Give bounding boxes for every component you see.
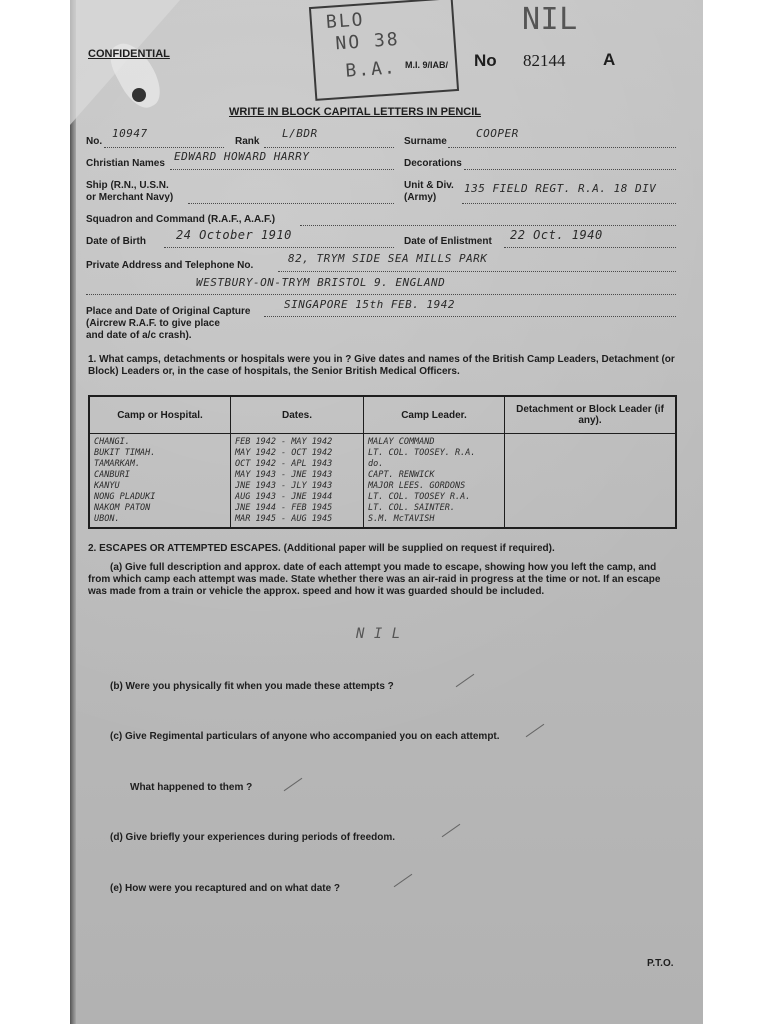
decorations-label: Decorations — [404, 158, 462, 169]
form-suffix: A — [603, 50, 616, 69]
capture-label-3: and date of a/c crash). — [86, 330, 192, 341]
dates-cell: FEB 1942 - MAY 1942 — [231, 434, 364, 449]
dates-cell: AUG 1943 - JNE 1944 — [231, 492, 364, 503]
leader-cell: MALAY COMMAND — [364, 434, 505, 449]
col-leader-header: Camp Leader. — [364, 396, 505, 434]
pto-label: P.T.O. — [647, 958, 674, 969]
dates-cell: MAY 1943 - JNE 1943 — [231, 470, 364, 481]
surname-dotted-line — [448, 147, 676, 148]
christian-names-label: Christian Names — [86, 158, 165, 169]
camp-cell: BUKIT TIMAH. — [89, 448, 231, 459]
table-row — [89, 503, 676, 514]
detachment-cell — [505, 470, 677, 481]
surname-label: Surname — [404, 136, 447, 147]
stamp-line-2: NO 38 — [334, 28, 401, 55]
address-dotted-line-1 — [278, 271, 676, 272]
question-2b-text: (b) Were you physically fit when you made these attempts ? — [110, 681, 394, 692]
address-line-1: 82, TRYM SIDE SEA MILLS PARK — [288, 252, 488, 265]
dob-label: Date of Birth — [86, 236, 146, 247]
address-line-2: WESTBURY-ON-TRYM BRISTOL 9. ENGLAND — [196, 276, 446, 289]
unit-value: 135 FIELD REGT. R.A. 18 DIV — [464, 182, 657, 195]
detachment-cell — [505, 514, 677, 528]
rank-label: Rank — [235, 136, 260, 147]
capture-label: Place and Date of Original Capture — [86, 306, 251, 317]
col-camp-header: Camp or Hospital. — [89, 396, 231, 434]
unit-label-2: (Army) — [404, 192, 437, 203]
address-dotted-line-2 — [86, 294, 676, 295]
no-label: No. — [86, 136, 103, 147]
camp-cell: NAKOM PATON — [89, 503, 231, 514]
table-row — [89, 434, 676, 449]
sheet-edge — [70, 0, 76, 1024]
leader-cell: S.M. McTAVISH — [364, 514, 505, 528]
christian-names-value: EDWARD HOWARD HARRY — [174, 150, 310, 163]
dob-value: 24 October 1910 — [176, 228, 292, 242]
surname-value: COOPER — [476, 127, 519, 140]
enlistment-value: 22 Oct. 1940 — [510, 228, 603, 242]
camps-table — [88, 395, 677, 529]
dob-dotted-line — [164, 247, 394, 248]
no-value: 10947 — [112, 127, 148, 140]
question-2a-answer: N I L — [356, 626, 401, 642]
form-number: 82144 — [523, 51, 566, 70]
squadron-dotted-line — [300, 225, 676, 226]
leader-cell: LT. COL. TOOSEY R.A. — [364, 492, 505, 503]
question-1-text: 1. What camps, detachments or hospitals were you in ? Give dates and names of the British Camp Leaders, Detachment (or Block) Leaders or, in the case of hospitals, the Senior British Medical Officers. — [88, 354, 675, 377]
question-2e-text: (e) How were you recaptured and on what date ? — [110, 883, 341, 894]
leader-cell: LT. COL. SAINTER. — [364, 503, 505, 514]
detachment-cell — [505, 448, 677, 459]
leader-cell: LT. COL. TOOSEY. R.A. — [364, 448, 505, 459]
col-detachment-header: Detachment or Block Leader (if any). — [505, 396, 677, 434]
table-row — [89, 492, 676, 503]
question-2d-text: (d) Give briefly your experiences during periods of freedom. — [110, 832, 396, 843]
col-dates-header: Dates. — [231, 396, 364, 434]
enlistment-label: Date of Enlistment — [404, 236, 492, 247]
unit-dotted-line — [462, 203, 676, 204]
leader-cell: do. — [364, 459, 505, 470]
ship-label: Ship (R.N., U.S.N. — [86, 180, 169, 191]
table-row — [89, 448, 676, 459]
question-2c-text: (c) Give Regimental particulars of anyone who accompanied you on each attempt. — [110, 731, 500, 742]
capture-dotted-line — [264, 316, 676, 317]
camp-cell: CANBURI — [89, 470, 231, 481]
number-label: No — [474, 51, 497, 70]
table-row — [89, 470, 676, 481]
table-row — [89, 481, 676, 492]
camps-table-header — [89, 396, 676, 434]
ship-label-2: or Merchant Navy) — [86, 192, 174, 203]
dates-cell: JNE 1944 - FEB 1945 — [231, 503, 364, 514]
enlistment-dotted-line — [504, 247, 676, 248]
dates-cell: OCT 1942 - APL 1943 — [231, 459, 364, 470]
stamp-line-1: BLO — [325, 9, 366, 33]
detachment-cell — [505, 492, 677, 503]
capture-value: SINGAPORE 15th FEB. 1942 — [284, 298, 455, 311]
instruction-heading: WRITE IN BLOCK CAPITAL LETTERS IN PENCIL — [229, 106, 481, 118]
unit-label: Unit & Div. — [404, 180, 454, 191]
camp-cell: NONG PLADUKI — [89, 492, 231, 503]
punch-hole — [132, 88, 146, 102]
squadron-label: Squadron and Command (R.A.F., A.A.F.) — [86, 214, 276, 225]
dates-cell: MAR 1945 - AUG 1945 — [231, 514, 364, 528]
capture-label-2: (Aircrew R.A.F. to give place — [86, 318, 220, 329]
camp-cell: KANYU — [89, 481, 231, 492]
rank-value: L/BDR — [282, 127, 318, 140]
detachment-cell — [505, 459, 677, 470]
christian-names-dotted-line — [170, 169, 394, 170]
classification-label: CONFIDENTIAL — [88, 48, 170, 60]
camp-cell: CHANGI. — [89, 434, 231, 449]
leader-cell: MAJOR LEES. GORDONS — [364, 481, 505, 492]
stamp-line-3: B.A. — [344, 57, 398, 82]
detachment-cell — [505, 434, 677, 449]
detachment-cell — [505, 481, 677, 492]
table-row — [89, 459, 676, 470]
question-2a-text: (a) Give full description and approx. date of each attempt you made to escape, showing how you left the camp, and from which camp each attempt was made. State whether there was an air-raid in progress at the time or not. If an escape was made from a train or vehicle the approx. speed and how it was guarded should be included. — [88, 562, 661, 597]
table-row — [89, 514, 676, 528]
form-code: M.I. 9/IAB/ — [405, 60, 449, 70]
rank-dotted-line — [264, 147, 394, 148]
question-2-title: 2. ESCAPES OR ATTEMPTED ESCAPES. (Additional paper will be supplied on request if required). — [88, 543, 555, 554]
camp-cell: UBON. — [89, 514, 231, 528]
dates-cell: JNE 1943 - JLY 1943 — [231, 481, 364, 492]
no-dotted-line — [104, 147, 224, 148]
address-label: Private Address and Telephone No. — [86, 260, 254, 271]
question-2c-followup: What happened to them ? — [130, 782, 253, 793]
leader-cell: CAPT. RENWICK — [364, 470, 505, 481]
decorations-dotted-line — [464, 169, 676, 170]
dates-cell: MAY 1942 - OCT 1942 — [231, 448, 364, 459]
office-stamp — [309, 0, 459, 101]
detachment-cell — [505, 503, 677, 514]
handwritten-nil-top: NIL — [522, 2, 578, 37]
ship-dotted-line — [188, 203, 394, 204]
camp-cell: TAMARKAM. — [89, 459, 231, 470]
